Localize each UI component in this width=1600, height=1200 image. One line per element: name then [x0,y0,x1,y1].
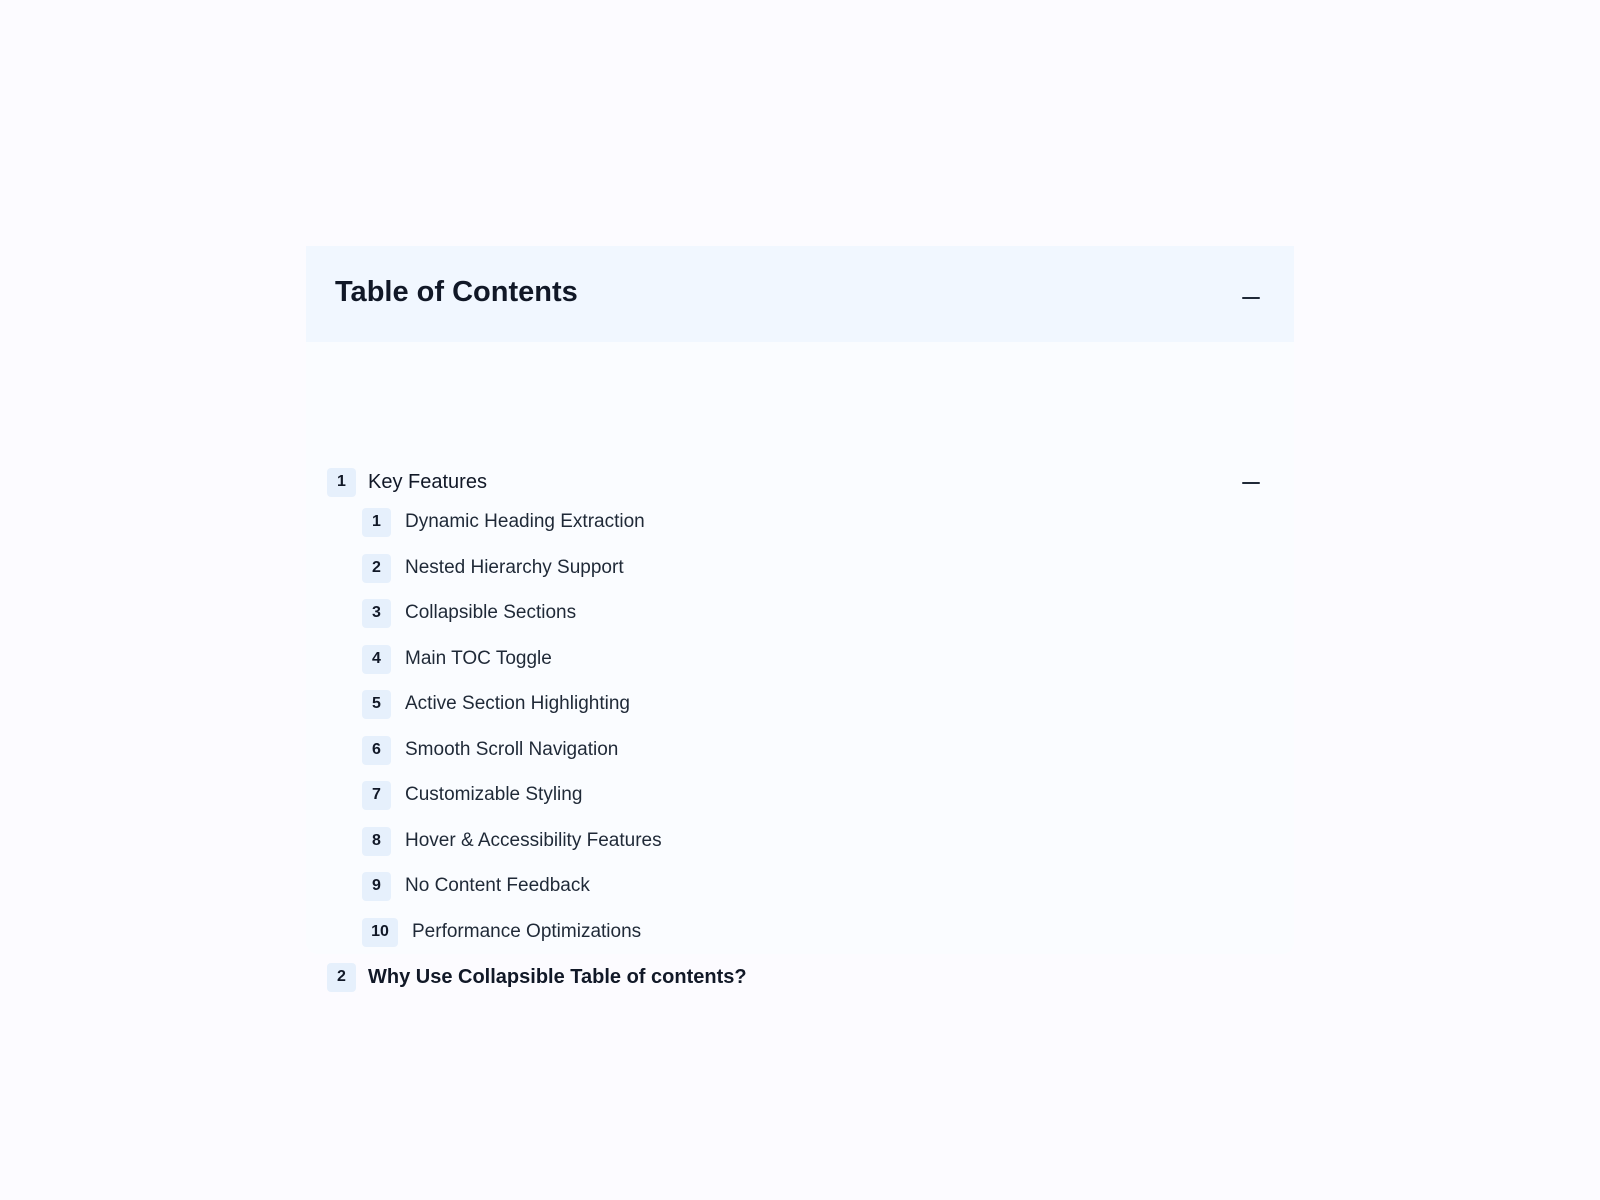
item-number-badge: 3 [362,599,391,628]
item-number-badge: 10 [362,918,398,947]
section-number-badge: 2 [327,963,356,992]
item-number-badge: 7 [362,781,391,810]
toc-collapse-toggle[interactable] [1240,287,1262,309]
item-label: Performance Optimizations [412,921,642,942]
item-number-badge: 2 [362,554,391,583]
toc-section-why-use[interactable] [327,962,747,992]
toc-header [306,246,1294,342]
section-collapse-toggle[interactable] [1240,472,1262,494]
toc-item[interactable] [362,735,618,765]
table-of-contents [306,246,1294,988]
toc-title: Table of Contents [335,276,578,308]
item-number-badge: 4 [362,645,391,674]
section-label: Key Features [368,470,487,493]
toc-item[interactable] [362,917,641,947]
item-label: No Content Feedback [405,875,590,896]
item-label: Nested Hierarchy Support [405,557,624,578]
section-number-badge: 1 [327,468,356,497]
section-label: Why Use Collapsible Table of contents? [368,965,747,988]
item-number-badge: 6 [362,736,391,765]
item-label: Collapsible Sections [405,602,577,623]
toc-item[interactable] [362,553,624,583]
item-label: Active Section Highlighting [405,693,630,714]
minus-icon [1242,297,1260,299]
toc-item[interactable] [362,689,630,719]
toc-item[interactable] [362,826,662,856]
item-number-badge: 5 [362,690,391,719]
toc-section-key-features[interactable] [327,467,487,497]
toc-item[interactable] [362,598,576,628]
toc-item[interactable] [362,507,645,537]
item-label: Smooth Scroll Navigation [405,739,619,760]
item-label: Hover & Accessibility Features [405,830,662,851]
minus-icon [1242,482,1260,484]
item-label: Main TOC Toggle [405,648,552,669]
item-number-badge: 8 [362,827,391,856]
item-number-badge: 1 [362,508,391,537]
item-number-badge: 9 [362,872,391,901]
item-label: Dynamic Heading Extraction [405,511,645,532]
item-label: Customizable Styling [405,784,583,805]
toc-item[interactable] [362,644,552,674]
toc-item[interactable] [362,780,582,810]
toc-item[interactable] [362,871,590,901]
